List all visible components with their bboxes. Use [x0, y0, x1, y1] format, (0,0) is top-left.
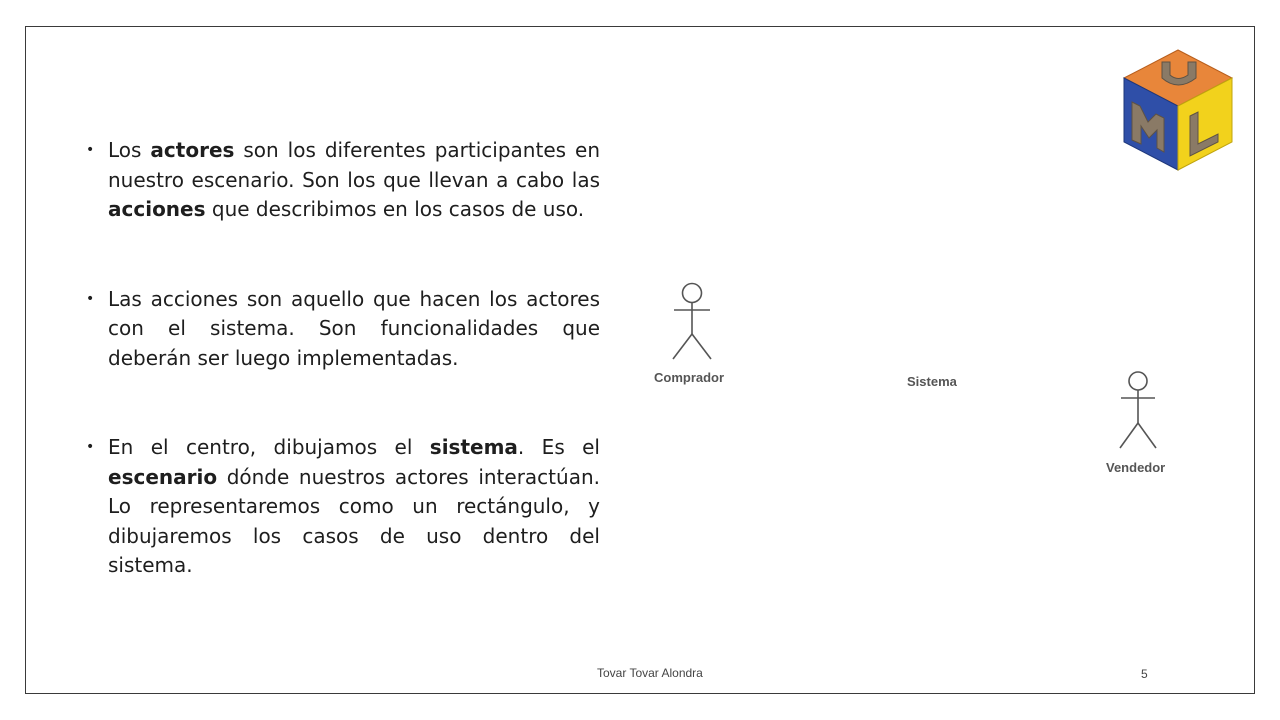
bullet-item-sistema: • En el centro, dibujamos el sistema. Es el escenario dónde nuestros actores interactúan. Lo representaremos como un rectángulo, y dibujaremos los casos de uso dentro del sistema. — [86, 435, 600, 577]
bullet-dot-icon: • — [86, 142, 95, 158]
bullet-dot-icon: • — [86, 439, 95, 455]
bullet-dot-icon: • — [86, 290, 95, 307]
seller-actor-icon — [1115, 371, 1161, 451]
footer-author: Tovar Tovar Alondra — [597, 666, 703, 680]
buyer-actor-icon — [668, 282, 716, 362]
system-label: Sistema — [907, 374, 957, 389]
bullet-item-actores: • Los actores son los diferentes participantes en nuestro escenario. Son los que llevan a cabo las acciones que describimos en los casos de uso. — [86, 138, 600, 221]
bullet-item-acciones: • Las acciones son aquello que hacen los actores con el sistema. Son funcionalidades que deberán ser luego implementadas. — [86, 286, 600, 370]
bullet-list — [86, 136, 600, 581]
seller-actor-label: Vendedor — [1106, 460, 1166, 475]
uml-cube-logo-icon — [1118, 48, 1236, 172]
buyer-actor-label: Comprador — [654, 370, 725, 385]
page-number: 5 — [1141, 667, 1148, 681]
